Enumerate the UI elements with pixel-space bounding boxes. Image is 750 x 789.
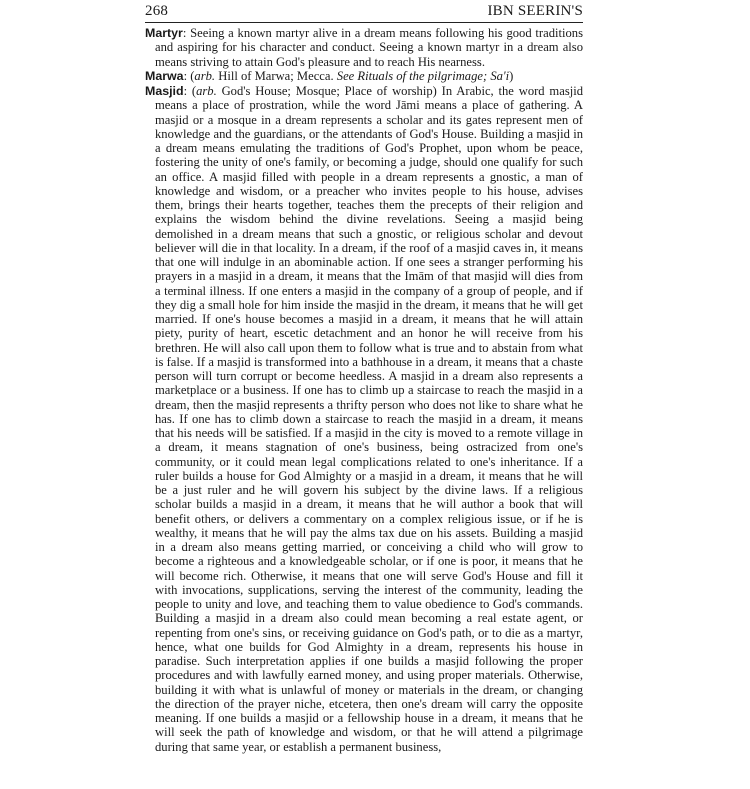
abbreviation: arb. bbox=[196, 84, 217, 99]
entry-body: God's House; Mosque; Place of worship) In Arabic, the word masjid means a place of prostration, while the word Jāmi means a place of gathering. A masjid or a mosque in a dream represents a scholar and its gates represent men of knowledge and the guardians, or the attendants of God's House. Building a masjid in a dream means emulating the traditions of God's Prophet, upon whom be peace, fostering the unity of one's family, or becoming a judge, should one qualify for such an office. A masjid filled with people in a dream represents a gnostic, a man of knowledge and wisdom, or a preacher who invites people to his house, advises them, brings their hearts together, teaches them the precepts of their religion and explains the wisdom behind the divine revelations. Seeing a masjid being demolished in a dream means that such a gnostic, or religious scholar and devout believer will die in that locality. In a dream, if the roof of a masjid caves in, it means that one will indulge in an abominable action. If one sees a stranger performing his prayers in a masjid in a dream, it means that the Imām of that masjid will dies from a terminal illness. If one enters a masjid in the company of a group of people, and if they dig a small hole for him inside the masjid in the dream, it means that he will get married. If one's house becomes a masjid in a dream, it means that he will attain piety, purity of heart, escetic detachment and an honor he will receive from his brethren. He will also call upon them to follow what is true and to abstain from what is false. If a masjid is transformed into a bathhouse in a dream, it means that a chaste person will turn corrupt or become heedless. A masjid in a dream also represents a marketplace or a business. If one has to climb up a staircase to reach the masjid in a dream, then the masjid represents a thrifty person who does not like to share what he has. If one has to climb down a staircase to reach the masjid in a dream, it means that his needs will be satisfied. If a masjid in the city is moved to a remote village in a dream, it means stagnation of one's business, being ostracized from one's community, or it could mean legal complications related to one's inheritance. If a ruler builds a house for God Almighty or a masjid in a dream, it means that he will be a just ruler and he will govern his subject by the divine laws. If a religious scholar builds a masjid in a dream, it means that he will author a book that will benefit others, or delivers a commentary on a complex religious issue, or if he is wealthy, it means that he will pay the alms tax due on his assets. Building a masjid in a dream also means getting married, or conceiving a child who will grow to become a righteous and a knowledgeable scholar, or if one is poor, it means that he will become rich. Otherwise, it means that one will serve God's House and fill it with invocations, supplications, serving the interest of the community, leading the people to unity and love, and teaching them to value obedience to God's commands. Building a masjid in a dream also could mean becoming a real estate agent, or repenting from one's sins, or receiving guidance on God's path, or to die as a martyr, hence, what one builds for God Almighty in a dream, represents his house in paradise. Such interpretation applies if one builds a masjid following the proper procedures and with lawfully earned money, and using proper materials. Otherwise, building it with what is unlawful of money or materials in the dream, or changing the direction of the prayer niche, etcetera, then one's dream will carry the opposite meaning. If one builds a masjid or a fellowship house in a dream, it means that he will seek the path of knowledge and wisdom, or that he will attend a pilgrimage during that same year, or establish a permanent business, bbox=[155, 84, 584, 754]
entry-term: Marwa bbox=[145, 69, 184, 84]
entry-body: : ( bbox=[183, 84, 197, 99]
entry-marwa bbox=[145, 69, 583, 83]
entry-body: ) bbox=[509, 69, 514, 84]
page-number: 268 bbox=[145, 3, 169, 19]
running-head bbox=[145, 2, 583, 23]
cross-reference: See Rituals of the pilgrimage; Sa'i bbox=[336, 69, 510, 84]
book-page bbox=[145, 2, 583, 755]
entry-martyr bbox=[145, 26, 583, 69]
entry-body: Hill of Marwa; Mecca. bbox=[215, 69, 337, 84]
entry-term: Masjid bbox=[145, 84, 184, 99]
dictionary-entries bbox=[145, 26, 583, 754]
running-title: IBN SEERIN'S bbox=[487, 3, 583, 19]
entry-masjid bbox=[145, 84, 583, 754]
entry-term: Martyr bbox=[145, 26, 183, 40]
entry-body: : Seeing a known martyr alive in a dream means following his good traditions and aspiring for his character and conduct. Seeing a known martyr in a dream also means striving to attain God's pleasure and to reach His nearness. bbox=[155, 26, 583, 69]
abbreviation: arb. bbox=[194, 69, 216, 84]
entry-body: : ( bbox=[183, 69, 195, 84]
